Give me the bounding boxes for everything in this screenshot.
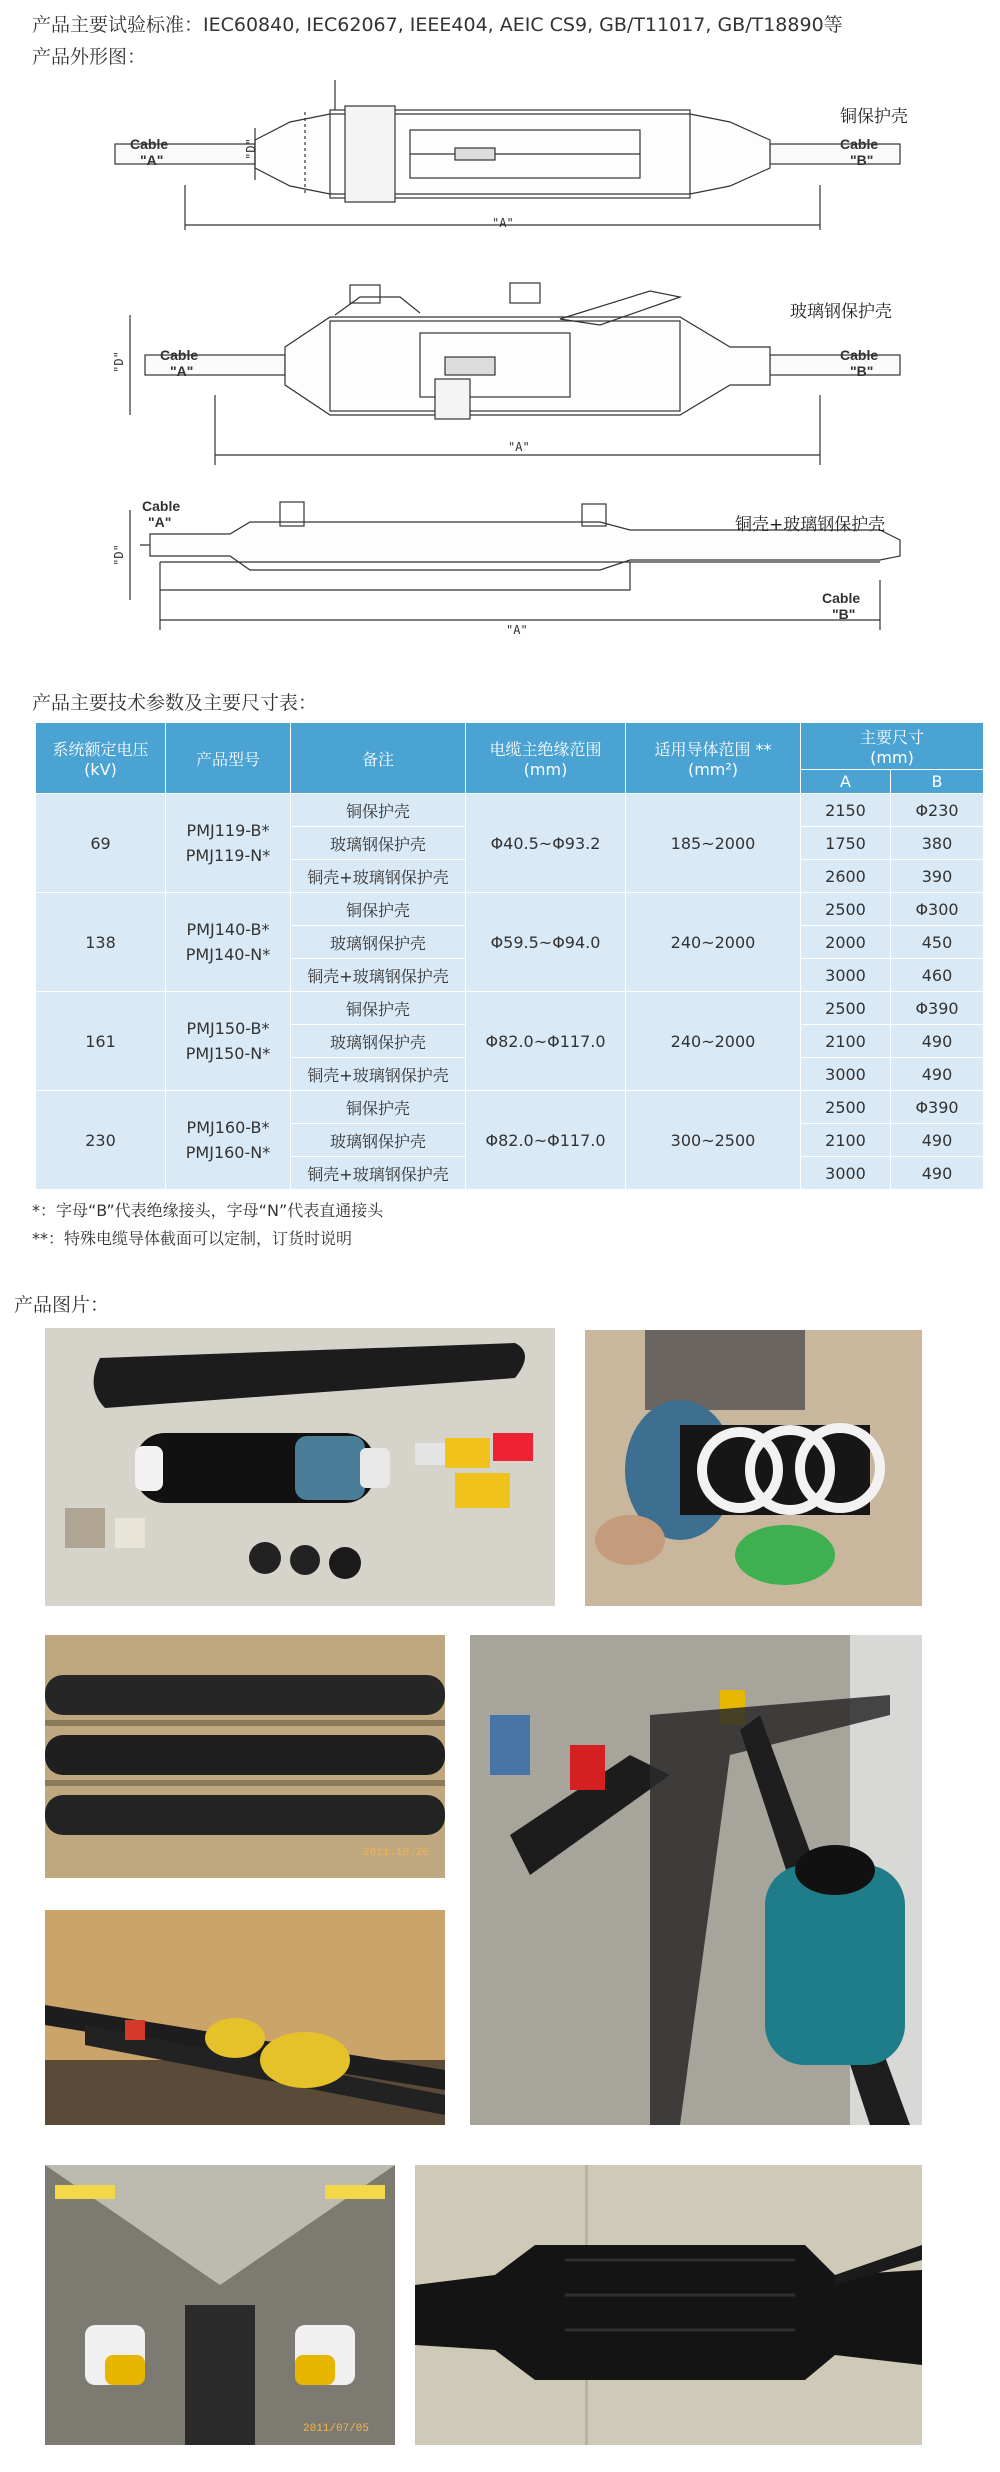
cell-remark: 玻璃钢保护壳	[291, 1124, 466, 1157]
drawing-frp-shell	[0, 275, 1000, 470]
cell-dim-b: Φ230	[891, 794, 984, 827]
dim-a-label: "A"	[492, 216, 514, 230]
cell-dim-b: 490	[891, 1124, 984, 1157]
header-model: 产品型号	[166, 723, 291, 794]
cell-dim-a: 1750	[801, 827, 891, 860]
cell-dim-a: 3000	[801, 959, 891, 992]
cable-b-sub: "B"	[832, 606, 856, 622]
model-insulating: PMJ140-B*	[186, 920, 270, 939]
model-straight: PMJ140-N*	[185, 945, 271, 964]
cell-remark: 铜保护壳	[291, 1091, 466, 1124]
table-row	[36, 992, 984, 1025]
cable-a-sub: "A"	[170, 363, 194, 379]
note-custom: **：特殊电缆导体截面可以定制，订货时说明	[32, 1229, 353, 1248]
header-b: B	[891, 770, 984, 794]
photos-title: 产品图片：	[14, 1294, 110, 1316]
photo-tunnel-blue-svg	[470, 1635, 922, 2125]
dim-d-label: "D"	[111, 544, 126, 566]
cell-dim-b: Φ390	[891, 1091, 984, 1124]
photo-joint-kit-svg	[45, 1328, 555, 1606]
cell-dim-a: 2100	[801, 1124, 891, 1157]
cell-dim-b: 490	[891, 1058, 984, 1091]
cell-voltage: 69	[36, 794, 166, 893]
header-remark: 备注	[291, 723, 466, 794]
cell-dim-a: 2500	[801, 992, 891, 1025]
cell-dim-a: 3000	[801, 1157, 891, 1190]
drawing-copper-frp-label: 铜壳+玻璃钢保护壳	[735, 515, 886, 535]
cable-a-sub: "A"	[140, 152, 164, 168]
photo-joints-rack	[45, 1635, 445, 1878]
dim-a-label: "A"	[506, 623, 528, 637]
cell-remark: 铜壳+玻璃钢保护壳	[291, 1058, 466, 1091]
cell-insulation: Φ82.0~Φ117.0	[466, 1091, 626, 1190]
model-straight: PMJ160-N*	[185, 1143, 271, 1162]
drawing-copper-label: 铜保护壳	[840, 107, 908, 127]
cell-dim-a: 2150	[801, 794, 891, 827]
photo-joint-closeup	[415, 2165, 922, 2445]
cell-dim-b: 460	[891, 959, 984, 992]
photo-tunnel-yellow	[45, 1910, 445, 2125]
dim-a-label: "A"	[508, 440, 530, 454]
cell-remark: 玻璃钢保护壳	[291, 1025, 466, 1058]
cell-dim-a: 2000	[801, 926, 891, 959]
cell-insulation: Φ40.5~Φ93.2	[466, 794, 626, 893]
drawing-copper-shell	[0, 70, 1000, 245]
cell-dim-b: Φ300	[891, 893, 984, 926]
cell-conductor: 240~2000	[626, 992, 801, 1091]
test-standards-line: 产品主要试验标准：IEC60840, IEC62067, IEEE404, AEIC CS9, GB/T11017, GB/T18890等	[32, 14, 843, 36]
cell-dim-a: 2500	[801, 893, 891, 926]
cell-dim-b: 390	[891, 860, 984, 893]
cell-model	[166, 893, 291, 992]
cell-remark: 铜壳+玻璃钢保护壳	[291, 860, 466, 893]
header-insulation: 电缆主绝缘范围 (mm)	[466, 723, 626, 794]
table-title: 产品主要技术参数及主要尺寸表：	[32, 692, 318, 714]
cable-b-label: Cable	[822, 590, 861, 606]
cell-voltage: 138	[36, 893, 166, 992]
model-straight: PMJ119-N*	[185, 846, 271, 865]
cell-remark: 铜壳+玻璃钢保护壳	[291, 1157, 466, 1190]
header-conductor: 适用导体范围 ** (mm²)	[626, 723, 801, 794]
cable-b-sub: "B"	[850, 363, 874, 379]
header-a: A	[801, 770, 891, 794]
cell-dim-b: 450	[891, 926, 984, 959]
table-row	[36, 1091, 984, 1124]
cell-remark: 玻璃钢保护壳	[291, 827, 466, 860]
cell-conductor: 240~2000	[626, 893, 801, 992]
cell-conductor: 300~2500	[626, 1091, 801, 1190]
cell-dim-b: 380	[891, 827, 984, 860]
model-insulating: PMJ119-B*	[186, 821, 270, 840]
photo-tunnel-yellow-svg	[45, 1910, 445, 2125]
cell-dim-a: 2500	[801, 1091, 891, 1124]
dim-d-label: "D"	[111, 351, 126, 373]
photo-installation	[585, 1330, 922, 1606]
cell-dim-a: 2600	[801, 860, 891, 893]
model-straight: PMJ150-N*	[185, 1044, 271, 1063]
cell-dim-b: 490	[891, 1157, 984, 1190]
spec-table	[35, 722, 984, 1190]
table-row	[36, 794, 984, 827]
dim-d-label: "D"	[243, 138, 258, 160]
cable-a-label: Cable	[160, 347, 199, 363]
photo-joint-kit	[45, 1328, 555, 1606]
cell-insulation: Φ82.0~Φ117.0	[466, 992, 626, 1091]
cable-b-label: Cable	[840, 136, 879, 152]
cell-model	[166, 1091, 291, 1190]
cell-remark: 玻璃钢保护壳	[291, 926, 466, 959]
cell-dim-b: Φ390	[891, 992, 984, 1025]
photo-joint-closeup-svg	[415, 2165, 922, 2445]
photo-installation-svg	[585, 1330, 922, 1606]
photo-tunnel-white-svg	[45, 2165, 395, 2445]
cell-remark: 铜壳+玻璃钢保护壳	[291, 959, 466, 992]
header-voltage: 系统额定电压 (kV)	[36, 723, 166, 794]
cell-dim-a: 2100	[801, 1025, 891, 1058]
photo-joints-rack-svg	[45, 1635, 445, 1878]
cable-a-label: Cable	[130, 136, 169, 152]
cell-insulation: Φ59.5~Φ94.0	[466, 893, 626, 992]
photo-tunnel-white	[45, 2165, 395, 2445]
cell-dim-b: 490	[891, 1025, 984, 1058]
cell-conductor: 185~2000	[626, 794, 801, 893]
cell-remark: 铜保护壳	[291, 992, 466, 1025]
cable-a-sub: "A"	[148, 514, 172, 530]
cell-voltage: 230	[36, 1091, 166, 1190]
drawing-frp-label: 玻璃钢保护壳	[790, 302, 892, 322]
header-main-dim: 主要尺寸 (mm)	[801, 723, 984, 770]
photo-tunnel-blue	[470, 1635, 922, 2125]
drawing-copper-frp-shell	[0, 490, 1000, 660]
cable-b-sub: "B"	[850, 152, 874, 168]
outline-title: 产品外形图：	[32, 46, 147, 68]
model-insulating: PMJ150-B*	[186, 1019, 270, 1038]
cable-a-label: Cable	[142, 498, 181, 514]
spec-table-body	[36, 794, 984, 1190]
table-row	[36, 893, 984, 926]
photo-date-stamp: 2011/07/05	[303, 2423, 370, 2435]
note-letters: *：字母“B”代表绝缘接头，字母“N”代表直通接头	[32, 1201, 384, 1220]
cell-remark: 铜保护壳	[291, 893, 466, 926]
cell-model	[166, 794, 291, 893]
photo-date-stamp: 2011.10.26	[363, 1847, 430, 1859]
cell-dim-a: 3000	[801, 1058, 891, 1091]
cell-remark: 铜保护壳	[291, 794, 466, 827]
cable-b-label: Cable	[840, 347, 879, 363]
cell-voltage: 161	[36, 992, 166, 1091]
cell-model	[166, 992, 291, 1091]
model-insulating: PMJ160-B*	[186, 1118, 270, 1137]
